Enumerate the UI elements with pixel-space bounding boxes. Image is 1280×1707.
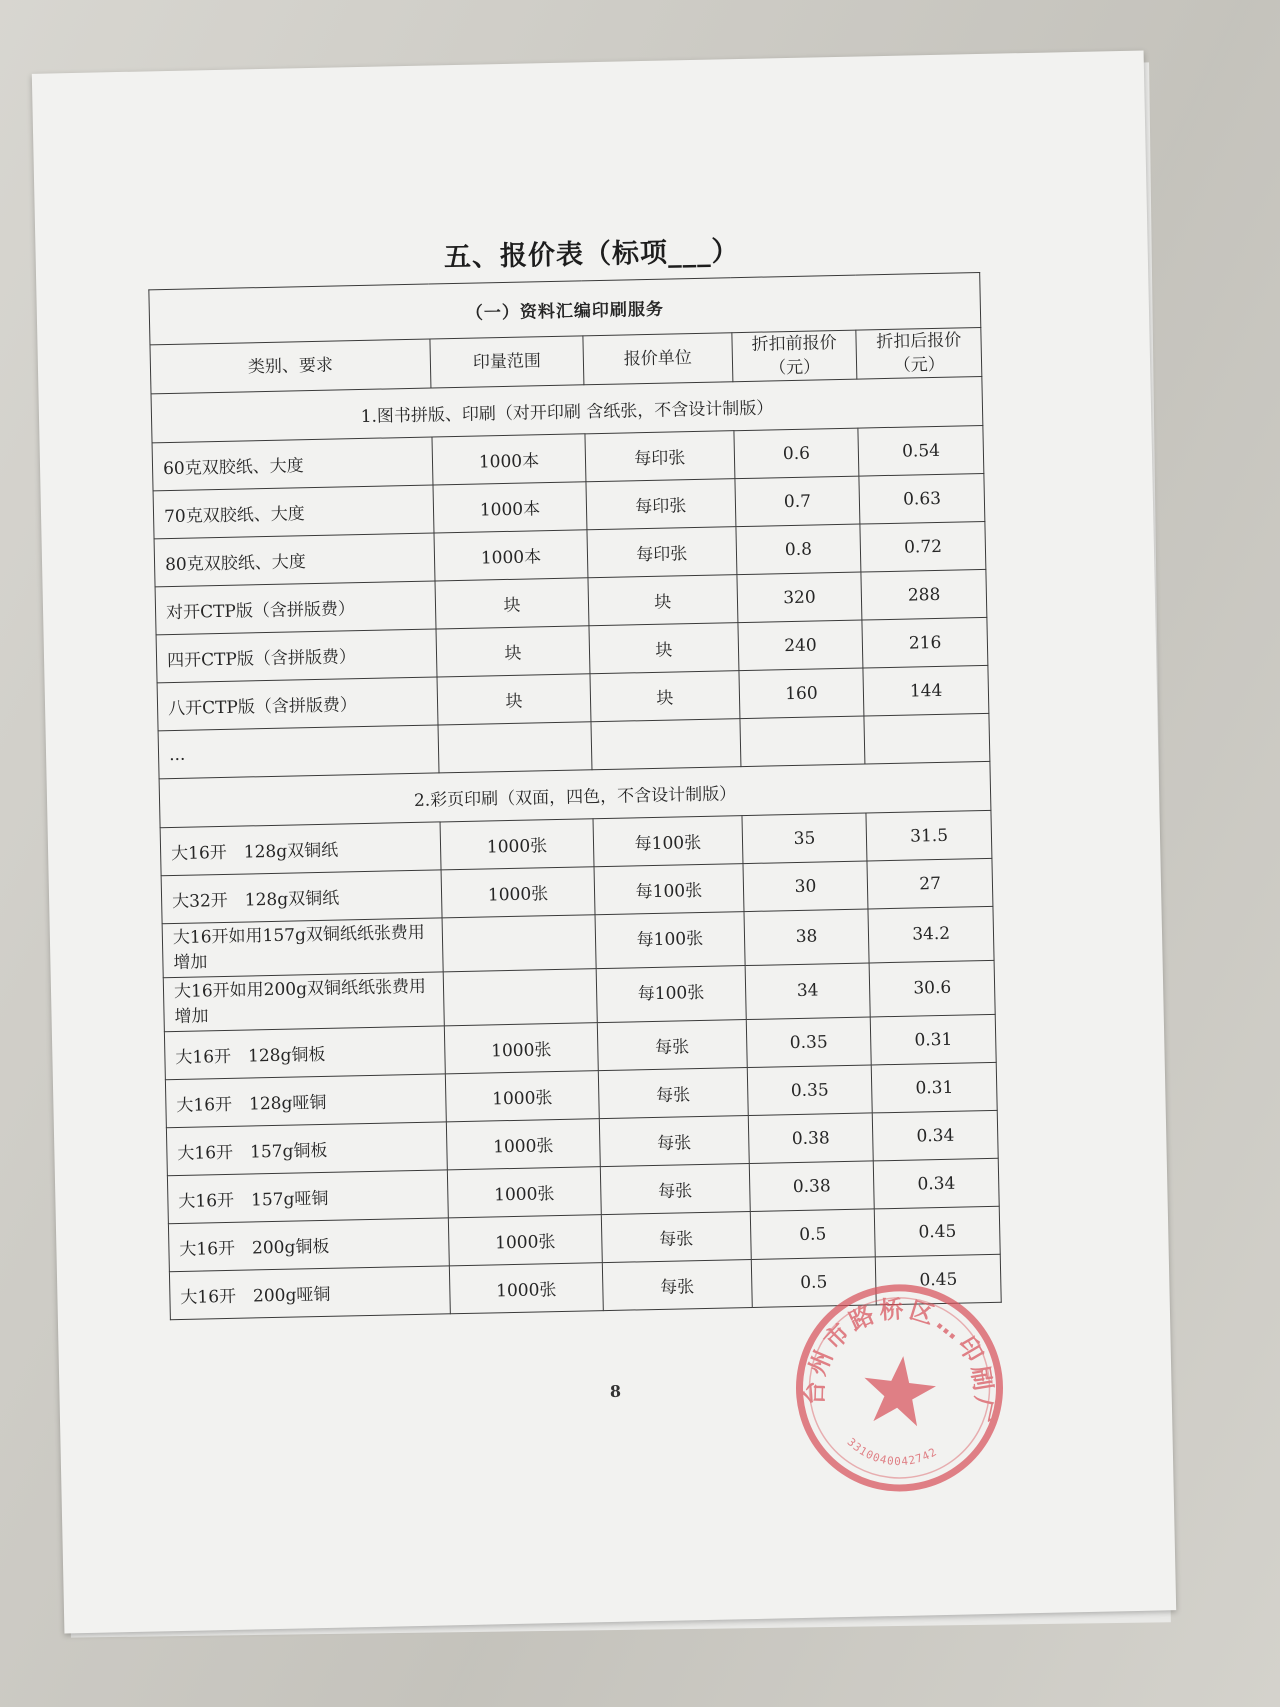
cell-price-before: 0.35 — [746, 1017, 872, 1068]
quote-table — [148, 272, 1001, 1320]
cell-price-before: 0.35 — [747, 1065, 873, 1116]
cell-price-before: 30 — [743, 861, 869, 912]
cell-unit: 每张 — [602, 1260, 752, 1311]
cell-range: 1000张 — [441, 867, 595, 918]
group-title: 1.图书拼版、印刷（对开印刷 含纸张，不含设计制版） — [151, 376, 983, 442]
cell-price-before: 0.5 — [751, 1257, 877, 1308]
cell-range: 1000张 — [449, 1263, 603, 1314]
cell-category: 对开CTP版（含拼版费） — [155, 581, 436, 635]
cell-unit: 每张 — [598, 1068, 748, 1119]
cell-price-before: 0.8 — [736, 524, 862, 575]
cell-price-after: 288 — [861, 569, 987, 620]
cell-unit — [591, 719, 741, 770]
cell-unit: 块 — [590, 671, 740, 722]
cell-range — [438, 722, 592, 773]
section-title: （一）资料汇编印刷服务 — [149, 273, 981, 345]
cell-price-before: 0.7 — [735, 476, 861, 527]
cell-unit: 每张 — [601, 1212, 751, 1263]
cell-category: 80克双胶纸、大度 — [154, 533, 435, 587]
cell-range: 块 — [436, 626, 590, 677]
cell-price-after: 31.5 — [866, 810, 992, 861]
cell-price-before: 0.38 — [748, 1113, 874, 1164]
cell-unit: 每张 — [599, 1116, 749, 1167]
cell-unit: 每100张 — [595, 912, 745, 969]
cell-price-after — [864, 713, 990, 764]
cell-range: 1000本 — [432, 434, 586, 485]
cell-category: 大16开如用157g双铜纸纸张费用增加 — [162, 918, 443, 978]
cell-category: 大16开 128g铜板 — [164, 1026, 445, 1080]
cell-unit: 每100张 — [594, 864, 744, 915]
cell-category: 大16开 157g铜板 — [166, 1122, 447, 1176]
cell-price-before: 0.5 — [750, 1209, 876, 1260]
cell-price-after: 30.6 — [869, 960, 995, 1017]
cell-unit: 每印张 — [587, 527, 737, 578]
cell-price-before: 320 — [737, 572, 863, 623]
seal-number: 3310040042742 — [844, 1435, 940, 1469]
header-category: 类别、要求 — [150, 339, 431, 394]
cell-category: 大16开 128g双铜纸 — [160, 822, 441, 876]
cell-price-after: 144 — [863, 665, 989, 716]
cell-category: 70克双胶纸、大度 — [153, 485, 434, 539]
cell-price-after: 0.31 — [871, 1014, 997, 1065]
cell-category: 大32开 128g双铜纸 — [161, 870, 442, 924]
cell-price-before: 38 — [744, 909, 870, 966]
cell-range: 1000张 — [440, 819, 594, 870]
cell-price-before: 0.38 — [749, 1161, 875, 1212]
page-number: 8 — [609, 1381, 622, 1401]
cell-price-after: 0.31 — [872, 1062, 998, 1113]
cell-range: 1000张 — [444, 1023, 598, 1074]
cell-price-after: 0.72 — [860, 521, 986, 572]
cell-category: 60克双胶纸、大度 — [152, 437, 433, 491]
cell-unit: 每印张 — [585, 431, 735, 482]
company-seal — [777, 1266, 1022, 1511]
cell-range: 1000本 — [433, 482, 587, 533]
cell-unit: 块 — [589, 623, 739, 674]
cell-category: 大16开 128g哑铜 — [165, 1074, 446, 1128]
page-title: 五、报价表（标项___） — [443, 236, 740, 274]
cell-category: 大16开如用200g双铜纸纸张费用增加 — [163, 972, 444, 1032]
header-range: 印量范围 — [430, 336, 584, 388]
cell-price-after: 216 — [862, 617, 988, 668]
document-page — [32, 51, 1176, 1634]
cell-price-before: 160 — [739, 668, 865, 719]
cell-price-before: 35 — [742, 813, 868, 864]
cell-category: ... — [158, 725, 439, 779]
cell-unit: 每张 — [600, 1164, 750, 1215]
header-unit: 报价单位 — [583, 333, 733, 385]
cell-range: 1000本 — [434, 530, 588, 581]
cell-price-after: 0.63 — [859, 473, 985, 524]
cell-unit: 每100张 — [596, 966, 746, 1023]
cell-category: 大16开 200g铜板 — [168, 1218, 449, 1272]
cell-range — [443, 969, 597, 1026]
cell-category: 大16开 200g哑铜 — [169, 1266, 450, 1320]
cell-range: 1000张 — [447, 1167, 601, 1218]
cell-price-before — [740, 716, 866, 767]
cell-price-before: 240 — [738, 620, 864, 671]
cell-range — [442, 915, 596, 972]
cell-price-after: 27 — [867, 858, 993, 909]
cell-price-after: 0.34 — [873, 1110, 999, 1161]
group-title: 2.彩页印刷（双面，四色，不含设计制版） — [159, 761, 991, 827]
cell-price-before: 34 — [745, 963, 871, 1020]
cell-range: 块 — [437, 674, 591, 725]
cell-unit: 每张 — [597, 1020, 747, 1071]
cell-category: 八开CTP版（含拼版费） — [157, 677, 438, 731]
cell-category: 四开CTP版（含拼版费） — [156, 629, 437, 683]
cell-price-after: 0.34 — [874, 1158, 1000, 1209]
cell-price-after: 0.54 — [858, 425, 984, 476]
cell-range: 1000张 — [446, 1119, 600, 1170]
seal-stamp-icon — [777, 1266, 1022, 1511]
cell-unit: 块 — [588, 575, 738, 626]
header-price-after: 折扣后报价（元） — [856, 327, 982, 379]
cell-price-after: 34.2 — [868, 906, 994, 963]
cell-price-after: 0.45 — [876, 1254, 1002, 1305]
header-price-before: 折扣前报价（元） — [732, 330, 858, 382]
cell-range: 1000张 — [445, 1071, 599, 1122]
cell-category: 大16开 157g哑铜 — [167, 1170, 448, 1224]
cell-range: 块 — [435, 578, 589, 629]
cell-unit: 每印张 — [586, 479, 736, 530]
cell-price-before: 0.6 — [734, 428, 860, 479]
cell-range: 1000张 — [448, 1215, 602, 1266]
seal-name: 台州市路桥区…印刷厂 — [800, 1294, 998, 1428]
cell-price-after: 0.45 — [875, 1206, 1001, 1257]
cell-unit: 每100张 — [593, 816, 743, 867]
